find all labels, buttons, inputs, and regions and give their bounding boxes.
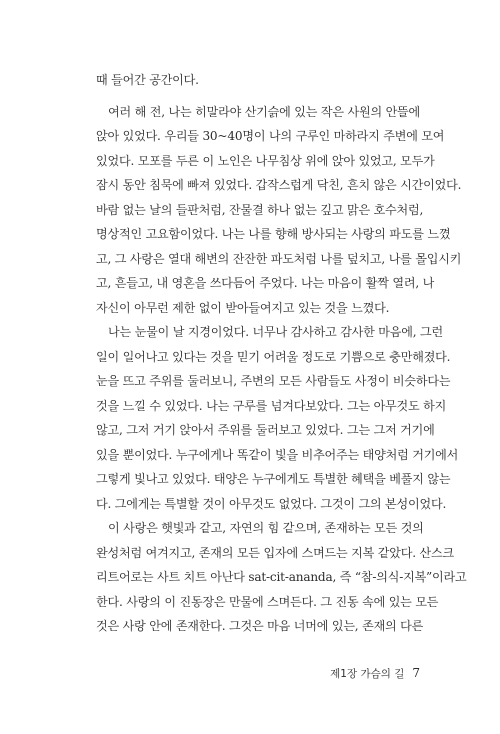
text-line: 바람 없는 날의 들판처럼, 잔물결 하나 없는 깊고 맑은 호수처럼, [96,202,424,217]
text-line: 않고, 그저 거기 앉아서 주위를 둘러보고 있었다. 그는 그저 거기에 [96,423,435,437]
body-text [96,68,467,639]
text-line: 그렇게 빛나고 있었다. 태양은 누구에게도 특별한 혜택을 베풀지 않는 [96,472,451,486]
text-line: 앉아 있었다. 우리들 30~40명이 나의 구루인 마하라지 주변에 모여 [96,129,445,143]
text-line: 고, 흔들고, 내 영혼을 쓰다듬어 주었다. 나는 마음이 활짝 열려, 나 [96,276,435,290]
text-line: 잠시 동안 침묵에 빠져 있었다. 갑작스럽게 닥친, 흔치 않은 시간이었다. [96,178,462,192]
page-number: 7 [412,666,420,680]
chapter-title: 제1장 가슴의 길 [330,668,405,680]
text-line: 것은 사랑 안에 존재한다. 그것은 마음 너머에 있는, 존재의 다른 [96,619,424,633]
text-line: 것을 느낄 수 있었다. 나는 구루를 넘겨다보았다. 그는 아무것도 하지 [96,398,447,413]
text-line: 나는 눈물이 날 지경이었다. 너무나 감사하고 감사한 마음에, 그런 [108,325,443,339]
text-line: 여러 해 전, 나는 히말라야 산기슭에 있는 작은 사원의 안뜰에 [108,104,421,119]
text-line: 다. 그에게는 특별할 것이 아무것도 없었다. 그것이 그의 본성이었다. [96,496,447,511]
text-line: 때 들어간 공간이다. [96,73,199,87]
text-line: 명상적인 고요함이었다. 나는 나를 향해 방사되는 사랑의 파도를 느꼈 [96,227,451,241]
text-line: 눈을 뜨고 주위를 둘러보니, 주변의 모든 사람들도 사정이 비슷하다는 [96,374,451,388]
text-line: 있었다. 모포를 두른 이 노인은 나무침상 위에 앉아 있었고, 모두가 [96,153,435,168]
text-line: 고, 그 사랑은 열대 해변의 잔잔한 파도처럼 나를 덮치고, 나를 몰입시키 [96,251,462,266]
text-line: 리트어로는 사트 치트 아난다 sat-cit-ananda, 즉 “참-의식-지복”이라고 [96,570,467,584]
text-line: 일이 일어나고 있다는 것을 믿기 어려울 정도로 기쁨으로 충만해졌다. [96,349,451,364]
text-line: 이 사랑은 햇빛과 같고, 자연의 힘 같으며, 존재하는 모든 것의 [108,521,424,535]
page-footer [320,665,420,682]
text-line: 한다. 사랑의 이 진동장은 만물에 스며든다. 그 진동 속에 있는 모든 [96,594,439,609]
text-line: 있을 뿐이었다. 누구에게나 똑같이 빛을 비추어주는 태양처럼 거기에서 [96,447,459,462]
text-line: 완성처럼 여겨지고, 존재의 모든 입자에 스며드는 지복 같았다. 산스크 [96,545,454,560]
text-line: 자신이 아무런 제한 없이 받아들여지고 있는 것을 느꼈다. [96,300,390,315]
